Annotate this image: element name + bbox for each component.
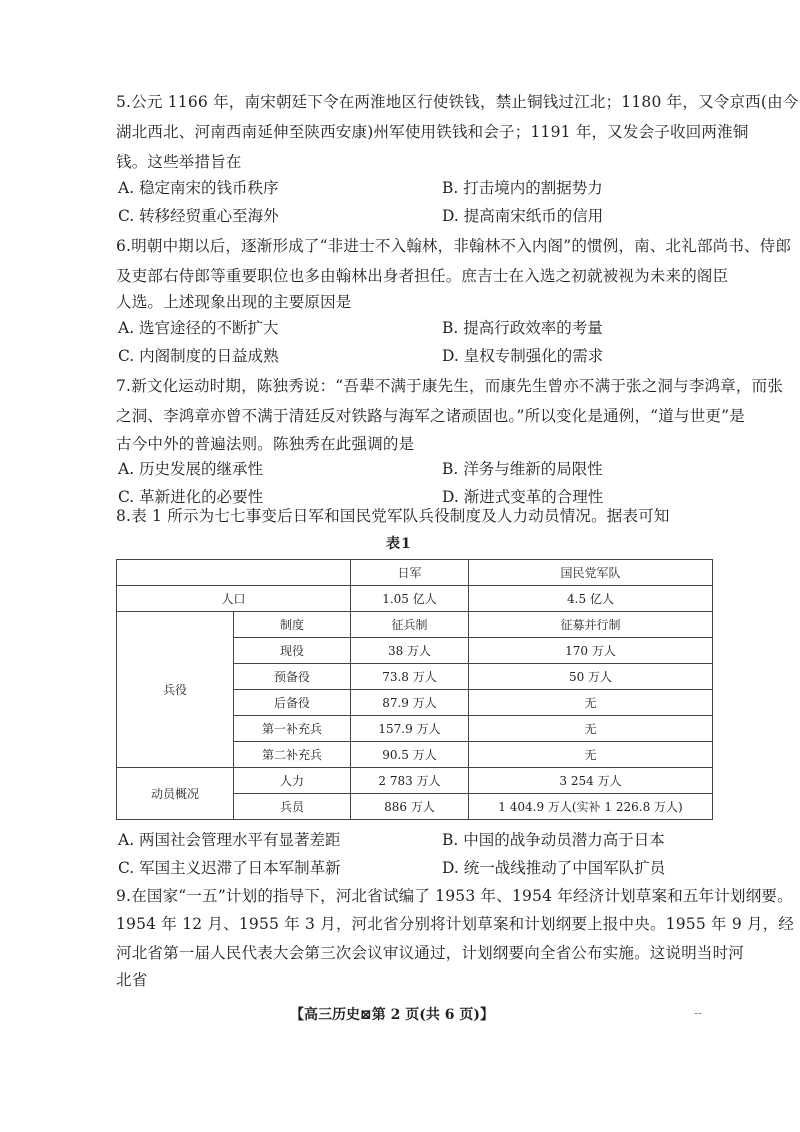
table-cell-kmt: 4.5 亿人 [469,586,713,612]
question-6-line-3: 人选。上述现象出现的主要原因是 [116,293,352,311]
table-corner-cell [117,560,351,586]
question-7-line-3: 古今中外的普遍法则。陈独秀在此强调的是 [116,435,415,453]
question-6-line-1: 6.明朝中期以后，逐渐形成了“非进士不入翰林，非翰林不入内阁”的惯例，南、北礼部尚书、侍郎 [116,237,792,255]
question-8-option-d: D. 统一战线推动了中国军队扩员 [442,859,666,877]
table-header-japan: 日军 [351,560,469,586]
table-cell-japan: 38 万人 [351,638,469,664]
table-cell-japan: 886 万人 [351,794,469,820]
table-group-service: 兵役 [117,612,234,768]
question-5-line-1: 5.公元 1166 年，南宋朝廷下令在两淮地区行使铁钱，禁止铜钱过江北；1180 年，又令京西(由今 [116,93,799,111]
question-5-line-2: 湖北西北、河南西南延伸至陕西安康)州军使用铁钱和会子；1191 年，又发会子收回两淮铜 [116,123,749,141]
question-8-stem: 8.表 1 所示为七七事变后日军和国民党军队兵役制度及人力动员情况。据表可知 [116,507,670,525]
question-7-option-c: C. 革新进化的必要性 [118,488,264,506]
table-cell-japan: 90.5 万人 [351,742,469,768]
question-8-option-a: A. 两国社会管理水平有显著差距 [118,831,341,849]
table-cell-kmt: 50 万人 [469,664,713,690]
table-cell-japan: 157.9 万人 [351,716,469,742]
question-6-line-2: 及吏部右侍郎等重要职位也多由翰林出身者担任。庶吉士在入选之初就被视为未来的阁臣 [116,267,729,285]
table-cell-kmt: 无 [469,742,713,768]
table-row [117,768,713,794]
question-5-option-c: C. 转移经贸重心至海外 [118,207,279,225]
table-cell-kmt: 征募并行制 [469,612,713,638]
question-6-option-c: C. 内阁制度的日益成熟 [118,347,279,365]
question-5-option-b: B. 打击境内的割据势力 [442,179,603,197]
table-cell-japan: 73.8 万人 [351,664,469,690]
question-9-line-2: 1954 年 12 月、1955 年 3 月，河北省分别将计划草案和计划纲要上报中央。1955 年 9 月，经 [116,915,795,933]
table-cell-label: 人力 [234,768,351,794]
table-cell-label: 第一补充兵 [234,716,351,742]
table-cell-japan: 2 783 万人 [351,768,469,794]
page-footer: 【高三历史⊠第 2 页(共 6 页)】 [290,1007,494,1023]
table-cell-label: 第二补充兵 [234,742,351,768]
table-cell-label: 现役 [234,638,351,664]
table-cell-kmt: 1 404.9 万人(实补 1 226.8 万人) [469,794,713,820]
table-cell-japan: 1.05 亿人 [351,586,469,612]
footer-mark: -- [694,1006,703,1020]
question-7-line-2: 之洞、李鸿章亦曾不满于清廷反对铁路与海军之诸顽固也。”所以变化是通例，“道与世更”是 [116,407,745,425]
table-cell-label: 后备役 [234,690,351,716]
data-table [116,559,713,820]
table-cell-kmt: 170 万人 [469,638,713,664]
question-5-option-d: D. 提高南宋纸币的信用 [442,207,604,225]
table-cell-japan: 87.9 万人 [351,690,469,716]
question-5-line-3: 钱。这些举措旨在 [116,153,242,171]
question-6-option-a: A. 选官途径的不断扩大 [118,319,279,337]
question-6-option-b: B. 提高行政效率的考量 [442,319,603,337]
question-8-option-b: B. 中国的战争动员潜力高于日本 [442,831,665,849]
question-5-option-a: A. 稳定南宋的钱币秩序 [118,179,279,197]
table-row-population [117,586,713,612]
question-7-option-a: A. 历史发展的继承性 [118,460,264,478]
question-9-line-4: 北省 [116,971,148,989]
question-7-line-1: 7.新文化运动时期，陈独秀说：“吾辈不满于康先生，而康先生曾亦不满于张之洞与李鸿章，而张 [116,377,784,395]
question-7-option-d: D. 渐进式变革的合理性 [442,488,604,506]
table-cell-label: 制度 [234,612,351,638]
question-8-option-c: C. 军国主义迟滞了日本军制革新 [118,859,341,877]
table-header-row [117,560,713,586]
question-6-option-d: D. 皇权专制强化的需求 [442,347,604,365]
table-cell-japan: 征兵制 [351,612,469,638]
table-cell-kmt: 无 [469,716,713,742]
table-group-mobilization: 动员概况 [117,768,234,820]
table-cell-kmt: 3 254 万人 [469,768,713,794]
table-cell-label: 兵员 [234,794,351,820]
table-cell-label: 人口 [117,586,351,612]
question-7-option-b: B. 洋务与维新的局限性 [442,460,603,478]
question-9-line-1: 9.在国家“一五”计划的指导下，河北省试编了 1953 年、1954 年经济计划草案和五年计划纲要。 [116,887,793,905]
question-9-line-3: 河北省第一届人民代表大会第三次会议审议通过，计划纲要向全省公布实施。这说明当时河 [116,944,745,962]
table-cell-kmt: 无 [469,690,713,716]
table-row [117,612,713,638]
table-header-kmt: 国民党军队 [469,560,713,586]
table-cell-label: 预备役 [234,664,351,690]
table-caption: 表1 [386,536,412,552]
